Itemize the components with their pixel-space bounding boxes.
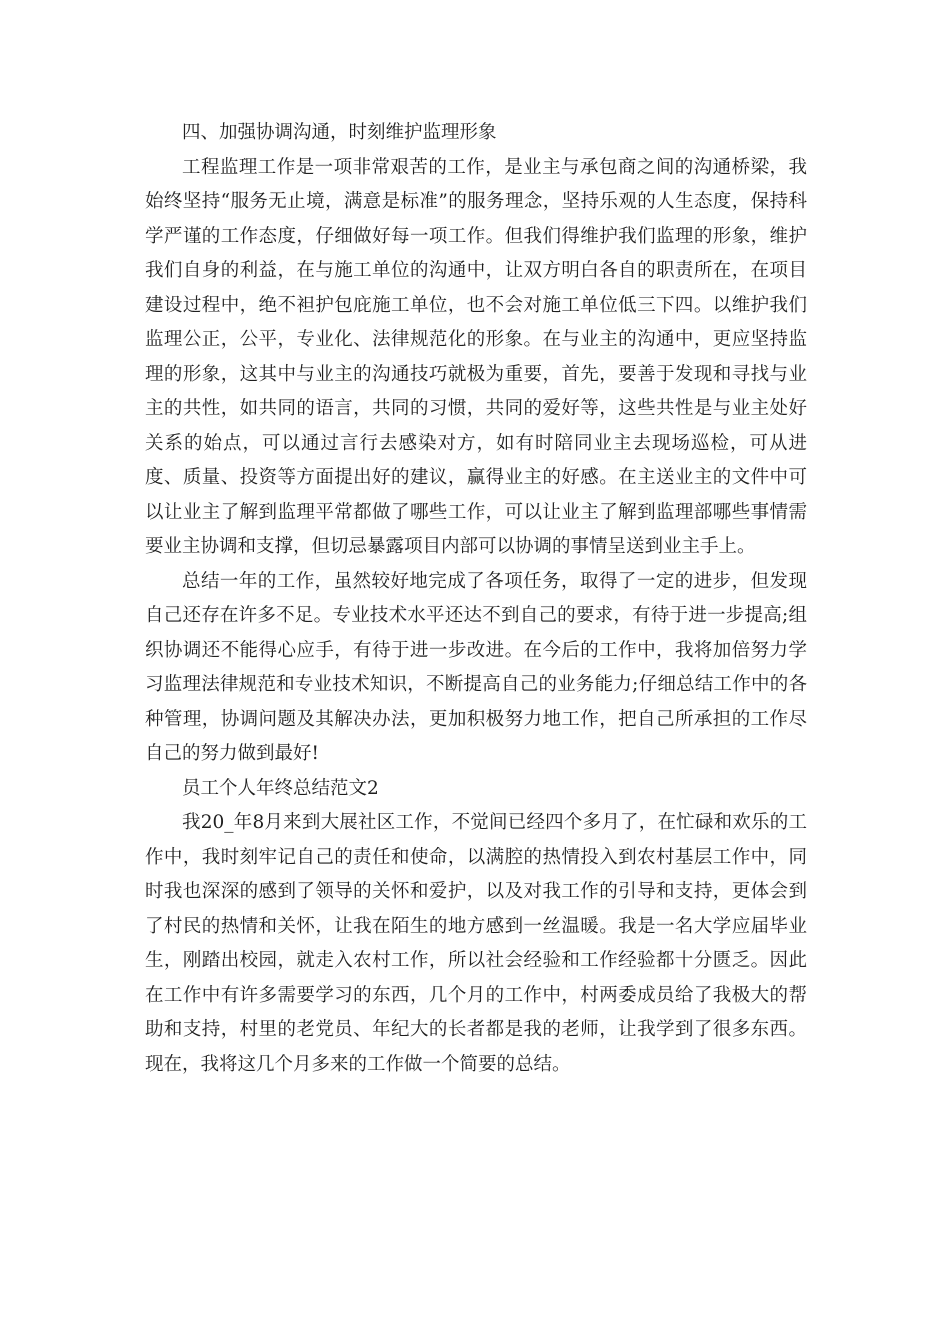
sample-2-title: 员工个人年终总结范文2 [182, 777, 379, 799]
paragraph-communication: 工程监理工作是一项非常艰苦的工作，是业主与承包商之间的沟通桥梁，我始终坚持“服务无止境，满意是标准”的服务理念，坚持乐观的人生态度，保持科学严谨的工作态度，仔细做好每一项工作。但我们得维护我们监理的形象，维护我们自身的利益，在与施工单位的沟通中，让双方明白各自的职责所在，在项目建设过程中，绝不袒护包庇施工单位，也不会对施工单位低三下四。以维护我们监理公正，公平，专业化、法律规范化的形象。在与业主的沟通中，更应坚持监理的形象，这其中与业主的沟通技巧就极为重要，首先，要善于发现和寻找与业主的共性，如共同的语言，共同的习惯，共同的爱好等，这些共性是与业主处好关系的始点，可以通过言行去感染对方，如有时陪同业主去现场巡检，可从进度、质量、投资等方面提出好的建议，赢得业主的好感。在主送业主的文件中可以让业主了解到监理平常都做了哪些工作，可以让业主了解到监理部哪些事情需要业主协调和支撑，但切忌暴露项目内部可以协调的事情呈送到业主手上。 [145, 156, 807, 557]
paragraph-year-summary: 总结一年的工作，虽然较好地完成了各项任务，取得了一定的进步，但发现自己还存在许多不足。专业技术水平还达不到自己的要求，有待于进一步提高;组织协调还不能得心应手，有待于进一步改进。在今后的工作中，我将加倍努力学习监理法律规范和专业技术知识，不断提高自己的业务能力;仔细总结工作中的各种管理，协调问题及其解决办法，更加积极努力地工作，把自己所承担的工作尽自己的努力做到最好! [145, 570, 807, 764]
section-heading-communication: 四、加强协调沟通，时刻维护监理形象 [182, 122, 497, 143]
document-page [145, 116, 807, 1082]
paragraph-sample-2-intro: 我20_年8月来到大展社区工作，不觉间已经四个多月了，在忙碌和欢乐的工作中，我时刻牢记自己的责任和使命，以满腔的热情投入到农村基层工作中，同时我也深深的感到了领导的关怀和爱护，以及对我工作的引导和支持，更体会到了村民的热情和关怀，让我在陌生的地方感到一丝温暖。我是一名大学应届毕业生，刚踏出校园，就走入农村工作，所以社会经验和工作经验都十分匮乏。因此在工作中有许多需要学习的东西，几个月的工作中，村两委成员给了我极大的帮助和支持，村里的老党员、年纪大的长者都是我的老师，让我学到了很多东西。现在，我将这几个月多来的工作做一个简要的总结。 [145, 812, 807, 1075]
